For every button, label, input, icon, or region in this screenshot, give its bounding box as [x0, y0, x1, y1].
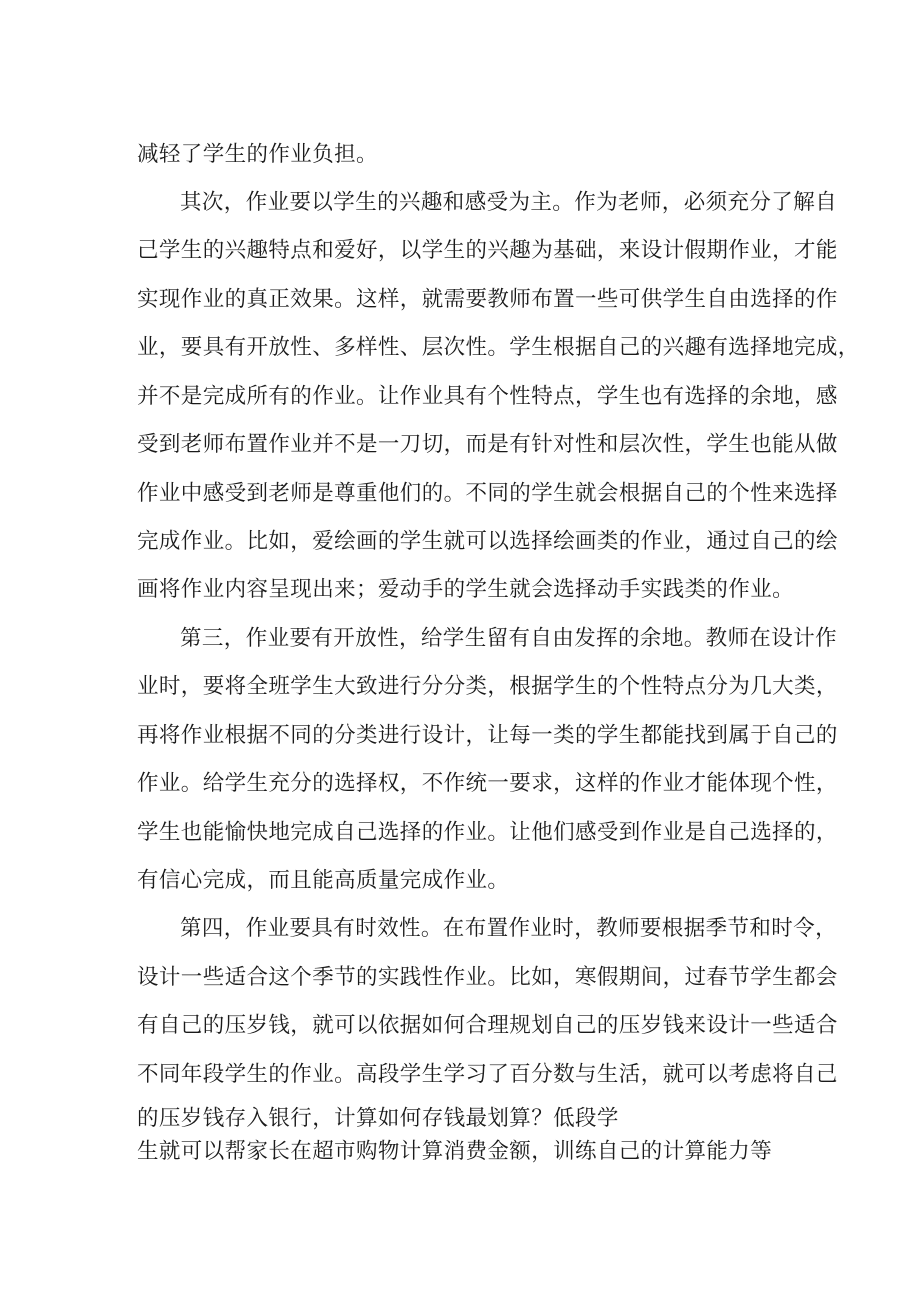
- text-line: 业，要具有开放性、多样性、层次性。学生根据自己的兴趣有选择地完成，: [137, 335, 860, 360]
- text-line: 的压岁钱存入银行，计算如何存钱最划算？低段学: [137, 1106, 619, 1131]
- text-line: 己学生的兴趣特点和爱好，以学生的兴趣为基础，来设计假期作业，才能: [137, 238, 838, 263]
- text-line: 并不是完成所有的作业。让作业具有个性特点，学生也有选择的余地，感: [137, 384, 838, 409]
- paragraph-start: 第三，作业要有开放性，给学生留有自由发挥的余地。教师在设计作: [180, 626, 838, 651]
- text-line: 实现作业的真正效果。这样，就需要教师布置一些可供学生自由选择的作: [137, 287, 838, 312]
- text-line: 业时，要将全班学生大致进行分分类，根据学生的个性特点分为几大类，: [137, 674, 838, 699]
- text-line: 受到老师布置作业并不是一刀切，而是有针对性和层次性，学生也能从做: [137, 432, 838, 457]
- text-line: 作业。给学生充分的选择权，不作统一要求，这样的作业才能体现个性，: [137, 771, 838, 796]
- text-line: 减轻了学生的作业负担。: [137, 142, 378, 167]
- text-line: 生就可以帮家长在超市购物计算消费金额，训练自己的计算能力等: [137, 1139, 773, 1164]
- text-line: 画将作业内容呈现出来；爱动手的学生就会选择动手实践类的作业。: [137, 577, 795, 602]
- text-line: 设计一些适合这个季节的实践性作业。比如，寒假期间，过春节学生都会: [137, 965, 838, 990]
- text-line: 学生也能愉快地完成自己选择的作业。让他们感受到作业是自己选择的，: [137, 820, 838, 845]
- text-line: 作业中感受到老师是尊重他们的。不同的学生就会根据自己的个性来选择: [137, 481, 838, 506]
- text-line: 不同年段学生的作业。高段学生学习了百分数与生活，就可以考虑将自己: [137, 1062, 838, 1087]
- text-line: 有自己的压岁钱，就可以依据如何合理规划自己的压岁钱来设计一些适合: [137, 1013, 838, 1038]
- text-line: 完成作业。比如，爱绘画的学生就可以选择绘画类的作业，通过自己的绘: [137, 529, 838, 554]
- text-line: 有信心完成，而且能高质量完成作业。: [137, 868, 510, 893]
- text-line: 再将作业根据不同的分类进行设计，让每一类的学生都能找到属于自己的: [137, 723, 838, 748]
- paragraph-start: 其次，作业要以学生的兴趣和感受为主。作为老师，必须充分了解自: [180, 190, 838, 215]
- paragraph-start: 第四，作业要具有时效性。在布置作业时，教师要根据季节和时令，: [180, 916, 838, 941]
